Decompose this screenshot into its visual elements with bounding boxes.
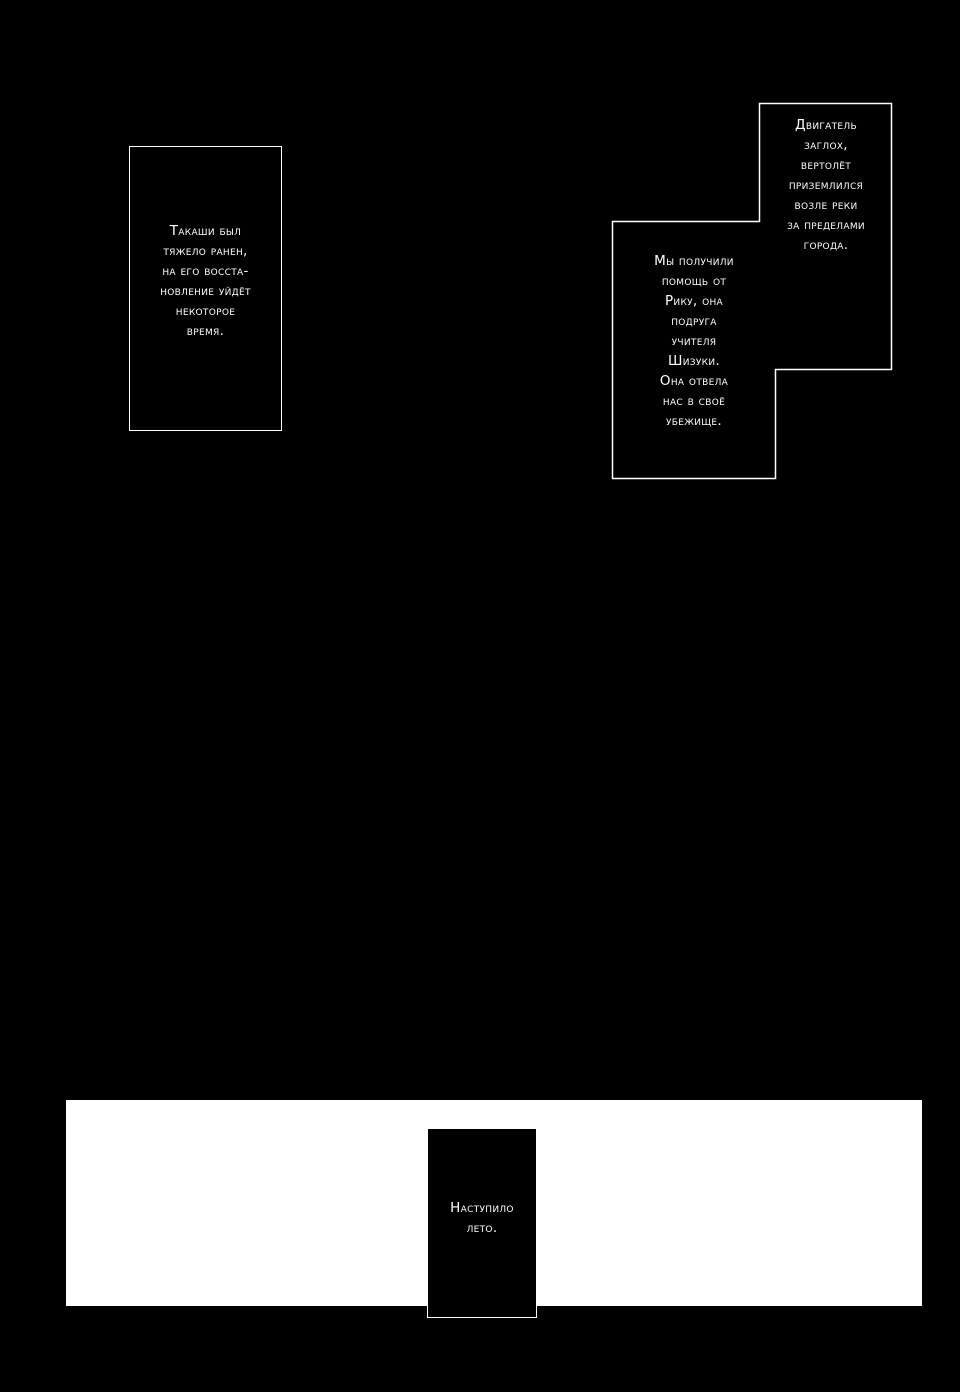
caption-engine: Двигатель заглох, вертолёт приземлился возле реки за пределами города. [787,117,865,253]
caption-takashi: Такаши был тяжело ранен, на его восста- новление уйдёт некоторое время. [160,223,251,339]
caption-summer: Наступило лето. [450,1200,514,1236]
caption-riku: Мы получили помощь от Рику, она подруга учителя Шизуки. Она отвела нас в своё убежище. [654,253,734,429]
